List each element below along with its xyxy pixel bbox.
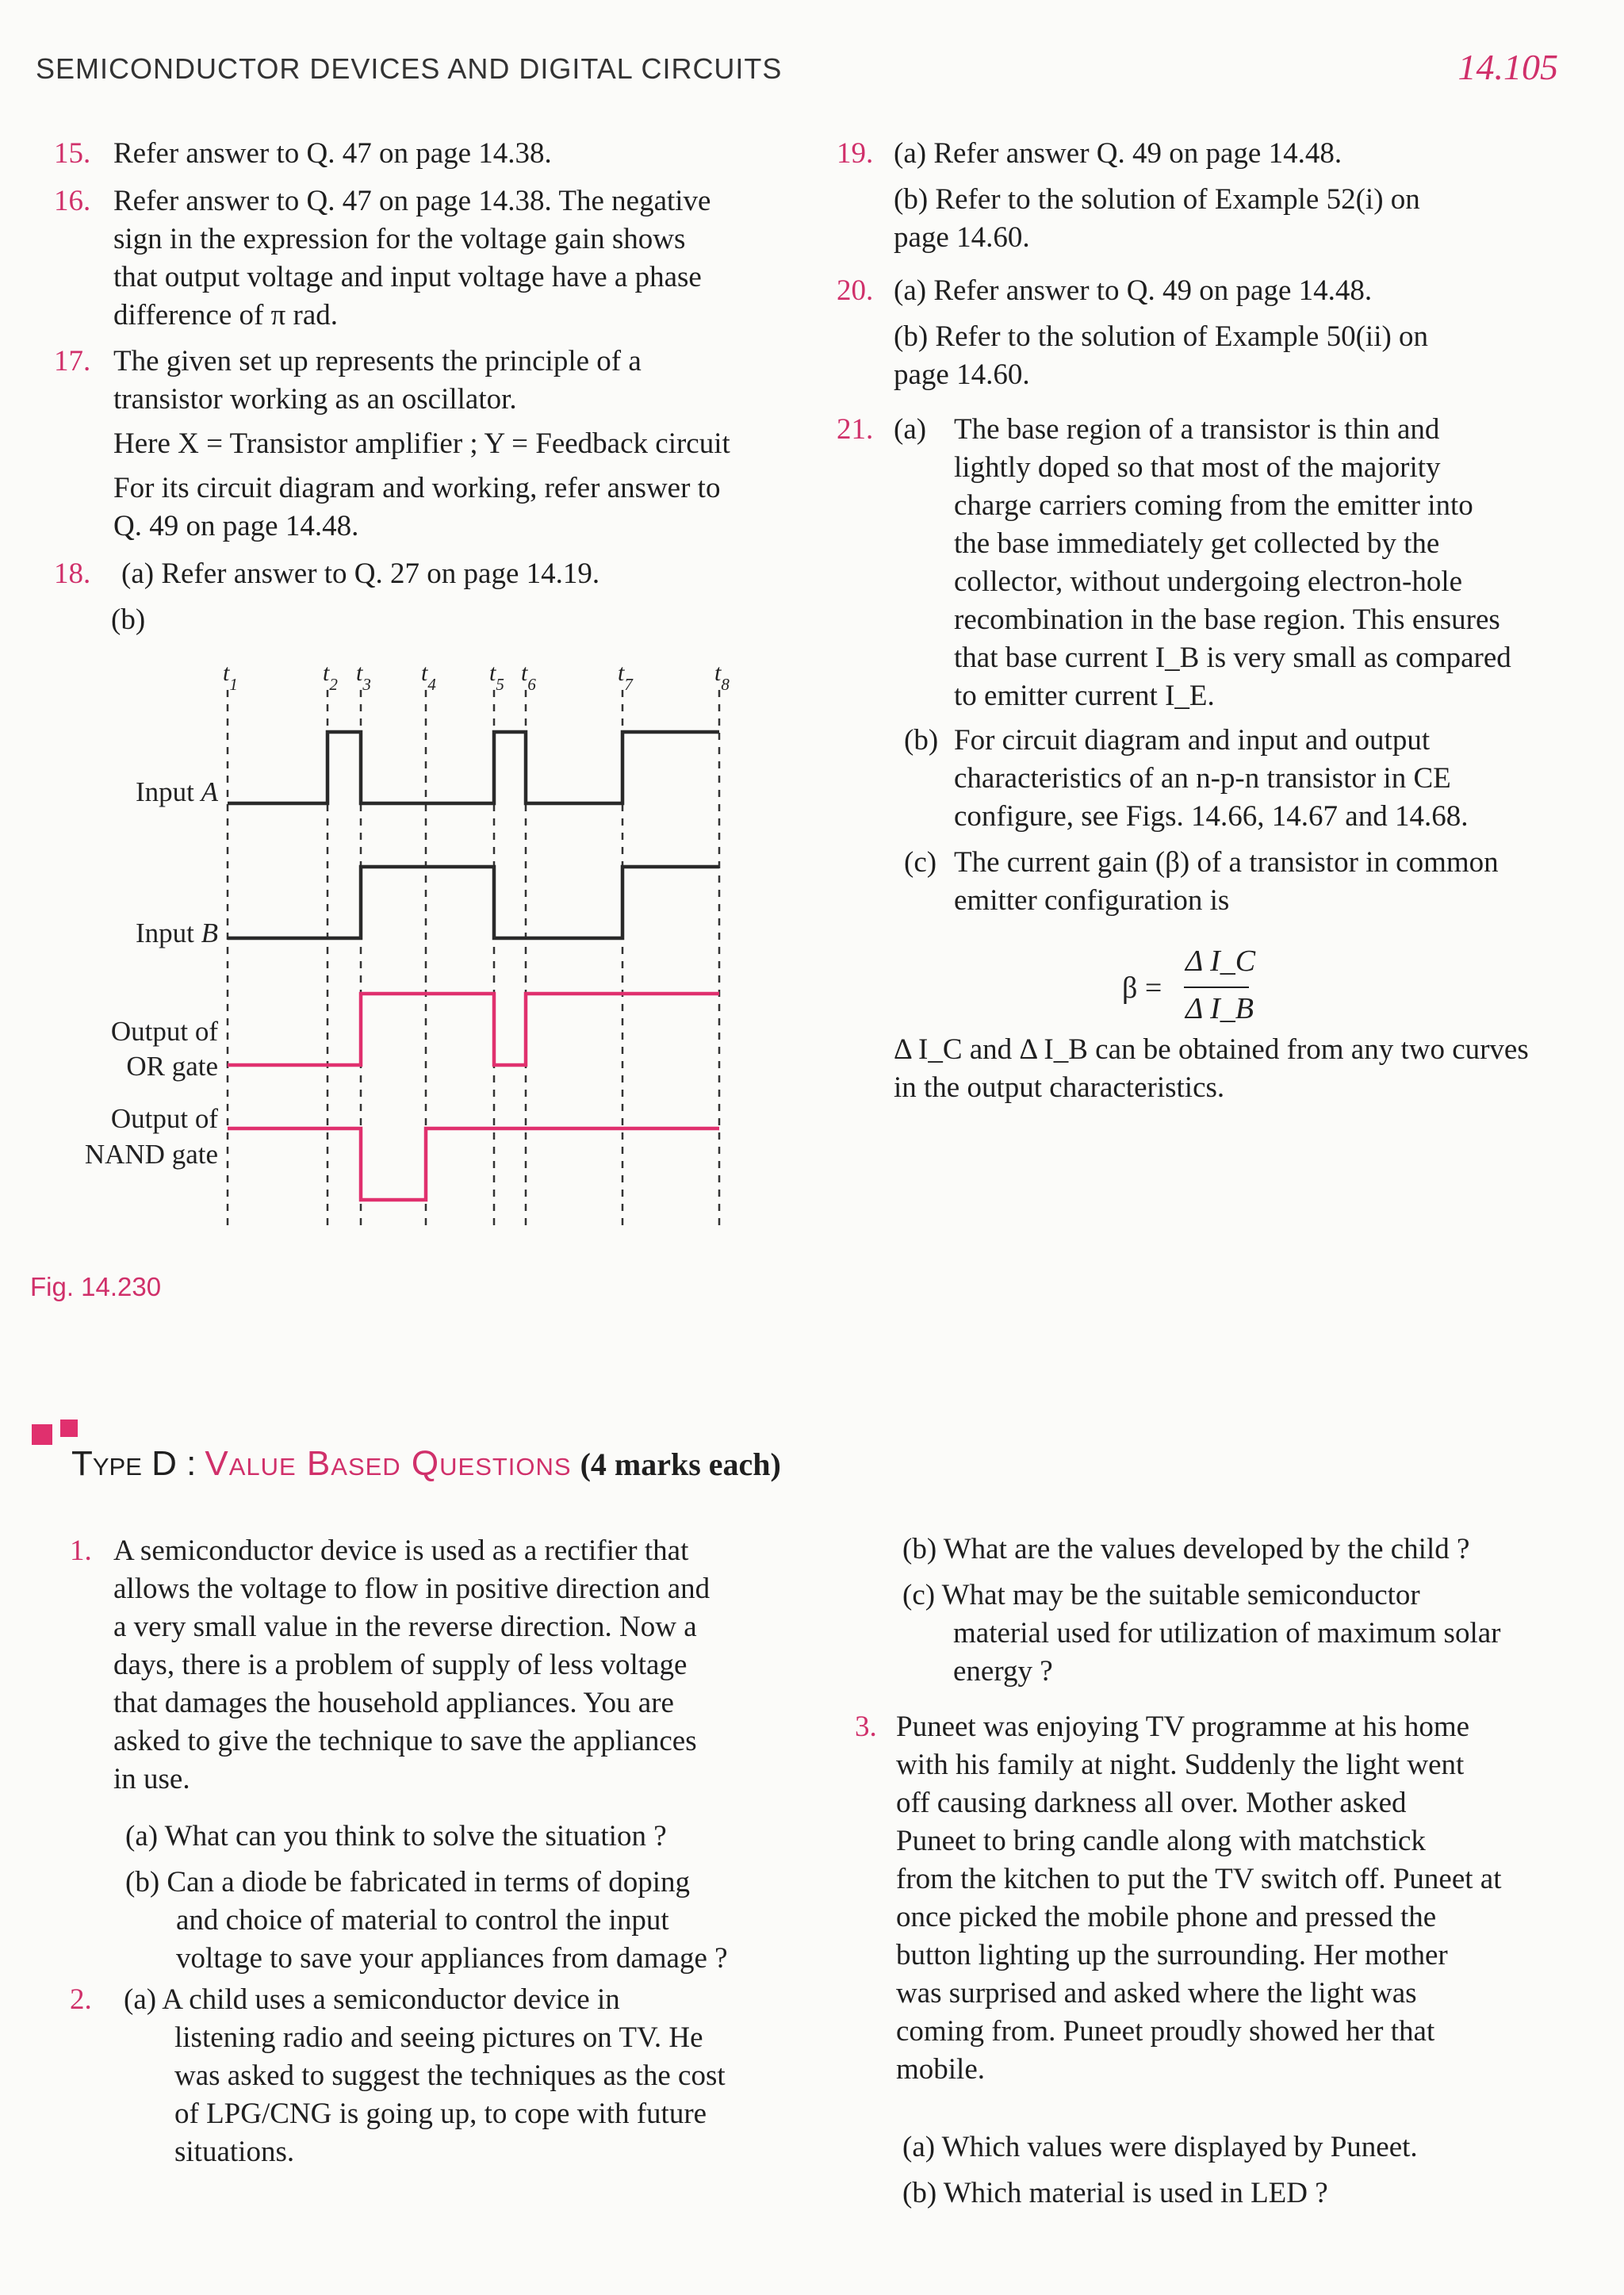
section-marker-icon — [32, 1424, 52, 1445]
signal-label: OR gate — [126, 1051, 218, 1082]
question-3-text: Puneet was enjoying TV programme at his home with his family at night. Suddenly the light went off causing darkness all over. Mother asked Puneet to bring candle along with matchstick from the kitchen to put the TV switch off. Puneet at once picked the mobile phone and pressed the button lighting up the surrounding. Her mother was surprised and asked where the light was coming from. Puneet proudly showed her that mobile. — [896, 1711, 1502, 2086]
answer-17-text: The given set up represents the principle of a transistor working as an oscillator. Here X = Transistor amplifier ; Y = Feedback circuit For its circuit diagram and working, refer answer to Q. 49 on page 14.48. — [113, 345, 730, 542]
answer-16-text: Refer answer to Q. 47 on page 14.38. The negative sign in the expression for the voltage gain shows that output voltage and input voltage have a phase difference of π rad. — [113, 185, 711, 331]
answer-21-tail: Δ I_C and Δ I_B can be obtained from any two curves in the output characteristics. — [894, 1033, 1529, 1104]
page-number: 14.105 — [1457, 47, 1558, 87]
time-label-t4: $t_4$ — [421, 660, 436, 694]
time-label-t2: $t_2$ — [323, 660, 338, 694]
waveform-1 — [228, 867, 719, 938]
signal-label: Input A — [135, 776, 218, 807]
signal-label: NAND gate — [84, 1139, 218, 1170]
time-label-t5: $t_5$ — [489, 660, 504, 694]
question-2-continued: (b) What are the values developed by the child ? (c) What may be the suitable semiconductor material used for utilization of maximum solar energy ? — [902, 1531, 1584, 1691]
section-marker-icon-small — [60, 1420, 78, 1437]
question-1-text: A semiconductor device is used as a rectifier that allows the voltage to flow in positive direction and a very small value in the reverse direction. Now a days, there is a problem of supply of less voltage that damages the household appliances. You are asked to give the technique to save the appliances in use. — [113, 1534, 710, 1795]
signal-label: Output of — [110, 1103, 218, 1134]
waveform-3 — [228, 1128, 719, 1200]
chapter-title: SEMICONDUCTOR DEVICES AND DIGITAL CIRCUITS — [36, 52, 783, 85]
signal-label: Input B — [135, 918, 218, 948]
timing-diagram — [32, 650, 777, 1253]
figure-caption: Fig. 14.230 — [30, 1272, 162, 1301]
waveform-2 — [228, 994, 719, 1065]
answer-20-b: (b) Refer to the solution of Example 50(ii) on page 14.60. — [894, 320, 1429, 391]
signal-label: Output of — [110, 1016, 218, 1047]
time-label-t6: $t_6$ — [521, 660, 536, 694]
question-1-b: (b) Can a diode be fabricated in terms of doping and choice of material to control the input voltage to save your appliances from damage ? — [125, 1866, 728, 1975]
time-label-t3: $t_3$ — [356, 660, 371, 694]
waveform-0 — [228, 732, 719, 803]
answer-21-a: The base region of a transistor is thin and lightly doped so that most of the majority charge carriers coming from the emitter into the base immediately get collected by the collector, without undergoing electron-hole recombination in the base region. This ensures that base current I_B is very small as compared to emitter current I_E. — [954, 413, 1511, 712]
section-heading: Type D : Value Based Questions (4 marks each) — [71, 1444, 781, 1483]
answer-21-b: For circuit diagram and input and output characteristics of an n-p-n transistor in CE configure, see Figs. 14.66, 14.67 and 14.68. — [954, 724, 1469, 833]
fraction-bar — [1184, 987, 1249, 988]
time-label-t1: $t_1$ — [223, 660, 238, 694]
time-label-t8: $t_8$ — [714, 660, 730, 694]
answer-21-c: The current gain (β) of a transistor in common emitter configuration is — [954, 846, 1499, 917]
answer-19-b: (b) Refer to the solution of Example 52(i) on page 14.60. — [894, 183, 1420, 254]
question-2-text: (a) A child uses a semiconductor device in listening radio and seeing pictures on TV. He was asked to suggest the techniques as the cost of LPG/CNG is going up, to cope with future situations. — [124, 1983, 726, 2168]
time-label-t7: $t_7$ — [618, 660, 633, 694]
question-2-c: (c) What may be the suitable semiconductor material used for utilization of maximum solar energy ? — [902, 1579, 1501, 1688]
